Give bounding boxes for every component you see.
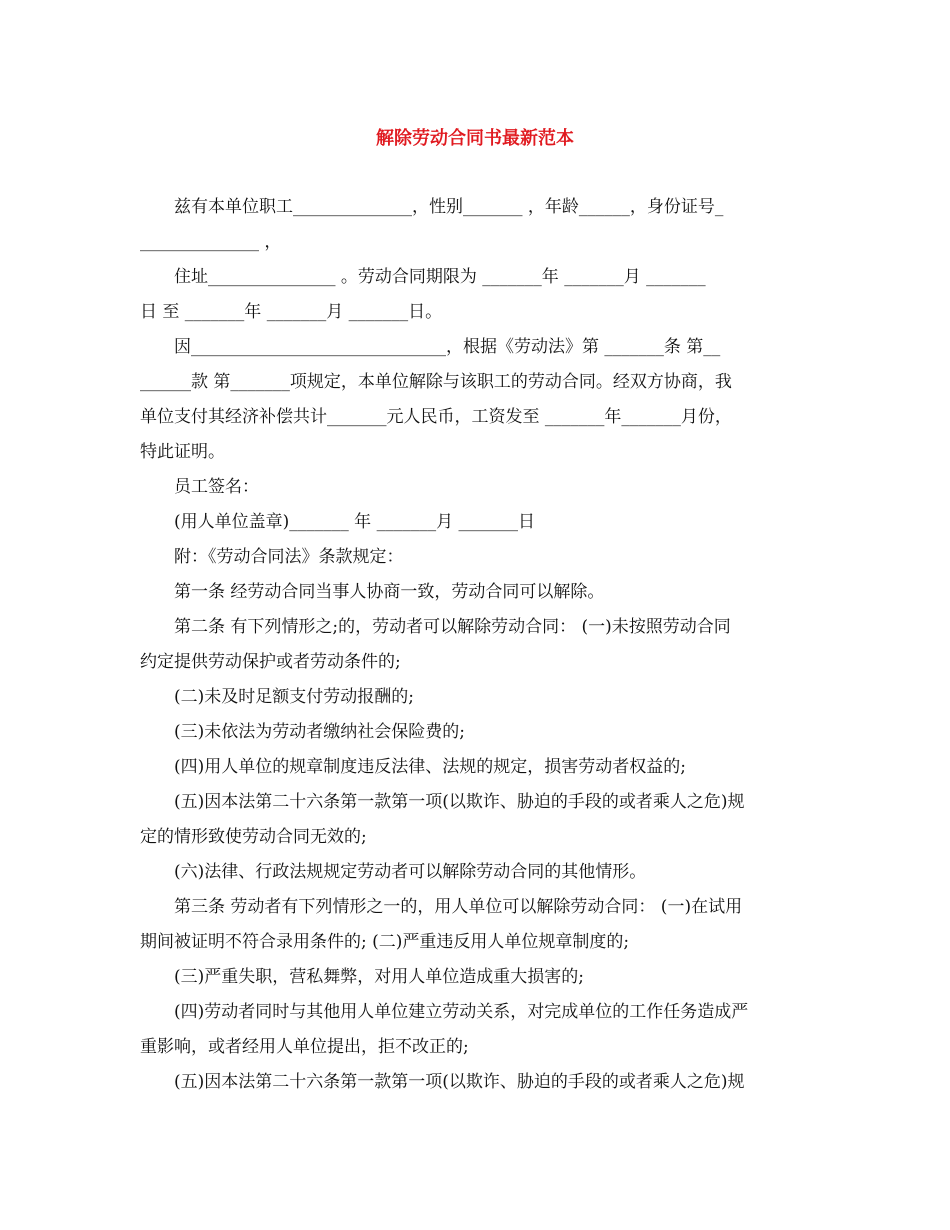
document-line: (五)因本法第二十六条第一款第一项(以欺诈、胁迫的手段的或者乘人之危)规 <box>174 1072 745 1092</box>
document-line: 因______________________________，根据《劳动法》第 _______条 第__ <box>174 337 721 357</box>
document-line: ______款 第_______项规定，本单位解除与该职工的劳动合同。经双方协商，我 <box>140 372 732 392</box>
document-title: 解除劳动合同书最新范本 <box>376 128 574 149</box>
document-line: 定的情形致使劳动合同无效的; <box>140 827 367 847</box>
document-line: (四)用人单位的规章制度违反法律、法规的规定，损害劳动者权益的; <box>174 757 686 777</box>
document-line: 员工签名： <box>174 477 259 497</box>
document-line: 第三条 劳动者有下列情形之一的，用人单位可以解除劳动合同： (一)在试用 <box>174 897 743 917</box>
document-line: 日 至 _______年 _______月 _______日。 <box>140 302 443 322</box>
document-line: (六)法律、行政法规规定劳动者可以解除劳动合同的其他情形。 <box>174 862 647 882</box>
document-line: (五)因本法第二十六条第一款第一项(以欺诈、胁迫的手段的或者乘人之危)规 <box>174 792 745 812</box>
document-line: 兹有本单位职工______________，性别_______ ，年龄______，身份证号_ <box>174 197 724 217</box>
document-line: 第二条 有下列情形之;的，劳动者可以解除劳动合同： (一)未按照劳动合同 <box>174 617 731 637</box>
document-line: ______________ ， <box>140 232 282 252</box>
document-line: (二)未及时足额支付劳动报酬的; <box>174 687 414 707</box>
document-line: (用人单位盖章)_______ 年 _______月 _______日 <box>174 512 535 532</box>
document-line: (三)严重失职，营私舞弊，对用人单位造成重大损害的; <box>174 967 584 987</box>
document-line: 单位支付其经济补偿共计_______元人民币，工资发至 _______年_______月份， <box>140 407 732 427</box>
document-line: 住址_______________ 。劳动合同期限为 _______年 _______月 _______ <box>174 267 706 287</box>
document-line: 重影响，或者经用人单位提出，拒不改正的; <box>140 1037 469 1057</box>
document-line: (四)劳动者同时与其他用人单位建立劳动关系，对完成单位的工作任务造成严 <box>174 1002 749 1022</box>
document-line: (三)未依法为劳动者缴纳社会保险费的; <box>174 722 465 742</box>
document-body <box>140 190 812 1100</box>
document-line: 特此证明。 <box>140 442 225 462</box>
document-line: 约定提供劳动保护或者劳动条件的; <box>140 652 401 672</box>
document-line: 附：《劳动合同法》条款规定： <box>174 547 404 567</box>
document-line: 第一条 经劳动合同当事人协商一致，劳动合同可以解除。 <box>174 582 605 602</box>
document-line: 期间被证明不符合录用条件的; (二)严重违反用人单位规章制度的; <box>140 932 630 952</box>
